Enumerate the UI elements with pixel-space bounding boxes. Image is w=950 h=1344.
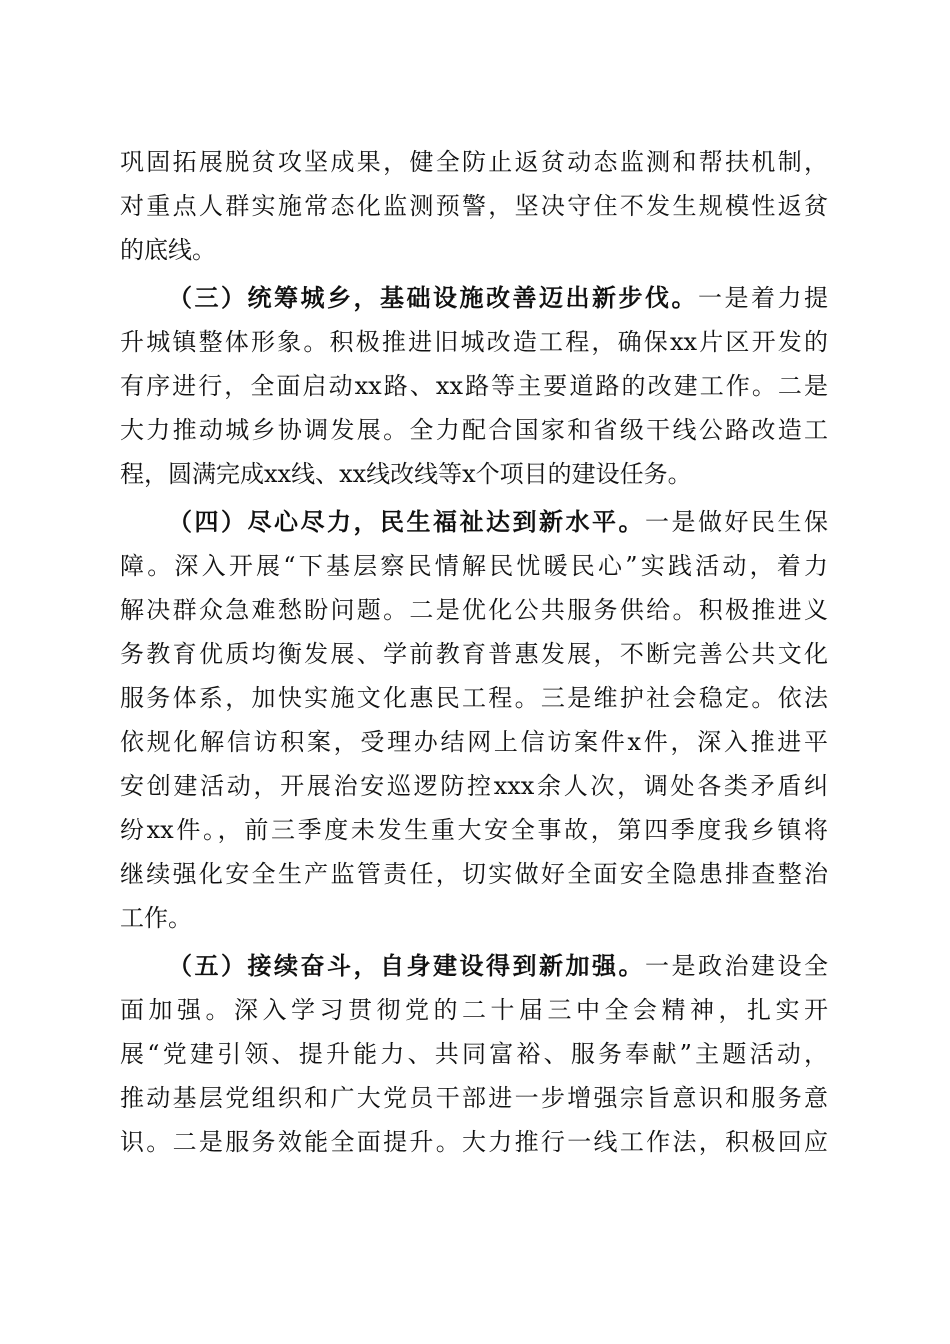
section-heading-line: （三）统筹城乡，基础设施改善迈出新步伐。一是着力提: [168, 283, 828, 312]
text-line: 大力推动城乡协调发展。全力配合国家和省级干线公路改造工: [120, 416, 828, 444]
text-line: 的底线。: [120, 236, 216, 264]
text-line: 推动基层党组织和广大党员干部进一步增强宗旨意识和服务意: [120, 1084, 828, 1112]
text-line: 升城镇整体形象。积极推进旧城改造工程，确保xx片区开发的: [120, 328, 828, 356]
text-line: 障。深入开展“下基层察民情解民忧暖民心”实践活动，着力: [120, 552, 828, 580]
section-heading-line: （四）尽心尽力，民生福祉达到新水平。一是做好民生保: [168, 507, 828, 536]
text-line: 依规化解信访积案，受理办结网上信访案件x件，深入推进平: [120, 728, 828, 756]
section-heading-line: （五）接续奋斗，自身建设得到新加强。一是政治建设全: [168, 951, 828, 980]
text-line: 程，圆满完成xx线、xx线改线等x个项目的建设任务。: [120, 460, 692, 488]
text-line: 对重点人群实施常态化监测预警，坚决守住不发生规模性返贫: [120, 192, 828, 220]
text-line: 务教育优质均衡发展、学前教育普惠发展，不断完善公共文化: [120, 640, 828, 668]
text-line: 展“党建引领、提升能力、共同富裕、服务奉献”主题活动，: [120, 1040, 828, 1068]
section-heading-3: （三）统筹城乡，基础设施改善迈出新步伐。: [168, 283, 698, 312]
text-line: 安创建活动，开展治安巡逻防控xxx余人次，调处各类矛盾纠: [120, 772, 828, 800]
text-line: 有序进行，全面启动xx路、xx路等主要道路的改建工作。二是: [120, 372, 828, 400]
text-line: 继续强化安全生产监管责任，切实做好全面安全隐患排查整治: [120, 860, 828, 888]
text-line: 服务体系，加快实施文化惠民工程。三是维护社会稳定。依法: [120, 684, 828, 712]
text-line: 纷xx件。，前三季度未发生重大安全事故，第四季度我乡镇将: [120, 816, 828, 844]
text-line: 工作。: [120, 904, 192, 932]
text-line: 面加强。深入学习贯彻党的二十届三中全会精神，扎实开: [120, 996, 828, 1024]
text-line: 巩固拓展脱贫攻坚成果，健全防止返贫动态监测和帮扶机制，: [120, 148, 828, 176]
section-heading-5: （五）接续奋斗，自身建设得到新加强。: [168, 951, 645, 980]
section-heading-4: （四）尽心尽力，民生福祉达到新水平。: [168, 507, 645, 536]
text-line: 识。二是服务效能全面提升。大力推行一线工作法，积极回应: [120, 1128, 828, 1156]
text-line: 解决群众急难愁盼问题。二是优化公共服务供给。积极推进义: [120, 596, 828, 624]
